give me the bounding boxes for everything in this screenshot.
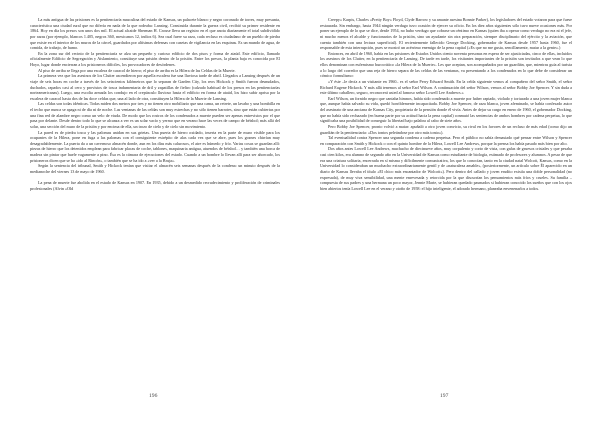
body-paragraph: En la zona sur del recinto de la penitenciaría se alza un pequeño y curioso edificio de dos pisos y forma de ataúd. Este edificio, llamado oficialmente Edificio de Segregación y Aislamiento, constituye una prisión dentro de la prisión. Entre los presos, la planta baja es conocida por El Hoyo, lugar donde encierran a los prisioneros difíciles, los provocadores de desórdenes. — [30, 50, 280, 67]
body-paragraph: La más antigua de las prisiones es la penitenciaría masculina del estado de Kansas, un palacete blanco y negro coronado de torres, muy presunta, característica una ciudad rural que no difería en nada de la que rodeaba: Lansing. Construida durante la guerra civil, recibió su primer residente en 1864. Hoy en día los presos son unos dos mil. El actual alcaide Sherman H. Crouse lleva un registro en el que anota diariamente el total subdividido por razas (por ejemplo, blancos 1.405, negros 360, mexicanos 12, indios 6). Sea cual fuere su raza, cada recluso es ciudadano de un pueblo de piedra que existe en el interior de los muros de la cárcel, guardados por altísimas defensas con casetas de vigilancia en las esquinas. Es un mundo de agua, de comida, de trabajo, de humo. — [30, 17, 280, 51]
body-paragraph: Según la sentencia del tribunal, Smith y Hickock tenían que visitar el almacén seis semanas después de la condena: un minuto después de la medianoche del viernes 13 de mayo de 1960. — [30, 163, 280, 174]
left-page-text-column — [30, 17, 280, 191]
body-paragraph: Las celdas son todas idénticas. Todas miden dos metros por tres y no tienen otro mobiliario que una cama, un retrete, un lavabo y una bombilla en el techo que nunca se apaga ni de día ni de noche. Las ventanas de las celdas son muy estrechas y no sólo tienen barrotes, sino que están cubiertas por una fina red de alambre negro como un velo de viuda. De modo que los rostros de los condenados a muerte pueden ser apenas entrevistos por el que pasa por delante. Desde dentro todo lo que se alcanza a ver es un solar vacío y yermo que en verano hace las veces de campo de béisbol; más allá del solar, una sección del muro de la prisión y por encima de ella, un trozo de cielo y de cielo sin movimiento. — [30, 101, 280, 129]
body-paragraph: Dos años antes Lowell Lee Andrews, muchacho de diecinueve años, muy corpulento y corto de vista, con gafas de gruesos cristales y que pesaba casi cien kilos, era alumno de segundo año en la Universidad de Kansas como estudiante de biología, estimado de profesores y alumnos. A pesar de que era una criatura solitaria, encerrada en sí misma y difícilmente comunicativa, los que lo conocían, tanto en la ciudad natal Wolcott, Kansas, como en la Universidad lo consideraban un muchacho extraordinariamente gentil y de «naturaleza amable», (posteriormente, un artículo sobre Él aparecido en un diario de Kansas llevaba el título «El chico más encantador de Wolcott»). Pero dentro del callado y joven erudito existía una doble personalidad (no expresada), de muy viva sensibilidad, una mente enrevesada y retorcida por la que discurrían los pensamientos más fríos y crueles. Su familia –compuesta de sus padres y una hermana un poco mayor, Jennie Marie, se hubieran quedado pasmados si hubieran conocido los sueños que con los ojos bien abiertos tenía Lowell Lee en el verano y otoño de 1958: el hijo inteligente, el adorado hermano, planeaba envenenarlos a todos. — [320, 146, 572, 191]
right-book-page — [300, 0, 600, 424]
body-paragraph: Al piso de arriba se llega por una escalera de caracol de hierro; el piso de arriba es la Hilera de las Celdas de la Muerte. — [38, 67, 236, 73]
right-page-text-column — [320, 17, 572, 191]
body-paragraph: «Y éste –le decía a un visitante en 1960– es el señor Perry Edward Smith. En la celda siguiente vemos al compañero del señor Smith, el señor Richard Eugene Hickock. Y más allá tenemos al señor Earl Wilson. A continuación del señor Wilson, vemos al señor Bobby Joe Spencer. Y sin duda a este último caballero, seguro, reconocerá usted al famoso señor Lowell Lee Andrews.» — [320, 78, 572, 96]
body-paragraph: Creepy» Karpis, Charles «Pretty Boy» Floyd, Clyde Barrow y su amante asesina Bonnie Parker), los legisladores del estado votaron para que fuese restaurada. Sin embargo, hasta 1944 ningún verdugo tuvo ocasión de ejercer su oficio. En los diez años siguientes sólo tuvo nueve ocasiones más. Por poner un ejemplo de lo que se dice, desde 1954, no hubo verdugo que cobrase un céntimo en Kansas (quien iba a operar como verdugo no era ni el jefe, ni mucho menos el alcalde y funcionarios de la prisión, sino un ayudante sin otra preparación, siempre disciplinario del ejército y la aviación, que cuenta también con una lectura superficial). El recientemente fallecido George Docking, gobernador de Kansas desde 1957 hasta 1960, fue el responsable de esta interrupción, pues se mostró un acérrimo enemigo de la pena capital («Es que no me gusta, sencillamente, matar a la gente».) — [320, 17, 573, 51]
body-paragraph: Earl Wilson, un fornido negro que cantaba himnos, había sido condenado a muerte por haber raptado, violado y torturado a una joven mujer blanca que, aunque había salvado su vida, quedó horriblemente incapacitada. Bobby Joe Spencer, de raza blanca, joven afeminado, se había confesado autor del asesinato de una anciana de Kansas City, propietaria de la pensión donde él vivía. Antes de dejar su cargo en enero de 1960, el gobernador Docking, que no había sido rechazado (en buena parte por su actitud hacia la pena capital) conmutó las sentencias de ambos hombres por cadena perpetua, lo que significaba una posibilidad de conseguir la libertad bajo palabra al cabo de siete años. — [320, 95, 572, 124]
body-paragraph: Entonces, en abril de 1960, había en las prisiones de Estados Unidos ciento noventa personas en espera de ser ajusticiadas, cinco de ellas, incluidos los asesinos de los Clutter, en la penitenciaría de Lansing. De tarde en tarde, los visitantes importantes de la prisión son invitados a que vean lo que ellos denominan con eufemismo burocrático «la Hilera de la Muerte». Les que aceptan, son acompañados por un guardián, que, mientras guía al turista a lo largo del corredor que una reja de hierro separa de las celdas de las ventanas, va presentando a los condenados en lo que debe de considerar un cómico formulismo: — [320, 50, 572, 79]
body-paragraph: Tal eventualidad contra Spencer una segunda condena a cadena perpetua. Pero el público no sabía demasiado qué pensar entre Wilson y Spencer en comparación con Smith y Hickock o con el quinto hombre de la Hilera, Lowell Lee Andrews, porque la prensa los había pasado más bien por alto. — [320, 135, 572, 146]
body-paragraph: La pared es de piedra tosca y las palomas anidan en sus grietas. Una puerta de hierro oxidado, inserta en la parte de muro visible para los ocupantes de la Hilera, pone en fuga a las palomas con el consiguiente estrépito de alas cada vez que se abre, pues los goznes chirrían muy desagradablemente. La puerta da a un cavernoso almacén donde, aun en los días más calurosos, el aire es húmedo y frío. Varias cosas se guardan allí: piezas de hierro que los detenidos emplean para fabricar placas de coche, tablones, maquinaria antigua, atuendos de béisbol… y también una horca de madera sin pintar que huele vagamente a pino. Ésa es la cámara de ejecuciones del estado. Cuando a un hombre lo llevan allí para ser ahorcado, los prisioneros dicen que se ha «ido al Rincón», o también que se ha ido a «ver a la Bruja». — [30, 129, 280, 163]
body-paragraph: La pena de muerte fue abolida en el estado de Kansas en 1907. En 1935, debido a un desmedido recrudecimiento y proliferación de criminales profesionales (Alvin «Old — [30, 180, 280, 191]
right-page-number: 197 — [440, 393, 449, 399]
left-page-number: 196 — [149, 393, 158, 399]
body-paragraph: Pero Bobby Joe Spencer, pronto volvió a matar: apuñaló a otro joven convicto, su rival en los favores de un recluso de más edad (como dijo un guardián de la penitenciaría: «Dos tontos peleándose por otro más tonto»). — [320, 123, 572, 135]
body-paragraph: La primera vez que los asesinos de los Clutter ascendieron por aquella escalera fue una lluviosa tarde de abril. Llegados a Lansing después de un viaje de seis horas en coche a través de los seiscientos kilómetros que lo separan de Garden City, los reos Hickock y Smith fueron desnudados, duchados, rapados casi al cero y provistos de tosca indumentaria de dril y zapatillas de fieltro (calzado habitual de los presos en las penitenciarías norteamericanas). Luego, una escolta armada los condujo en el crepúsculo lluvioso hasta el edificio en forma de ataúd, los hizo subir aprisa por la escalera de caracol hasta dos de las doce celdas que, una al lado de otra, constituyen la Hilera de la Muerte de Lansing. — [30, 73, 280, 101]
